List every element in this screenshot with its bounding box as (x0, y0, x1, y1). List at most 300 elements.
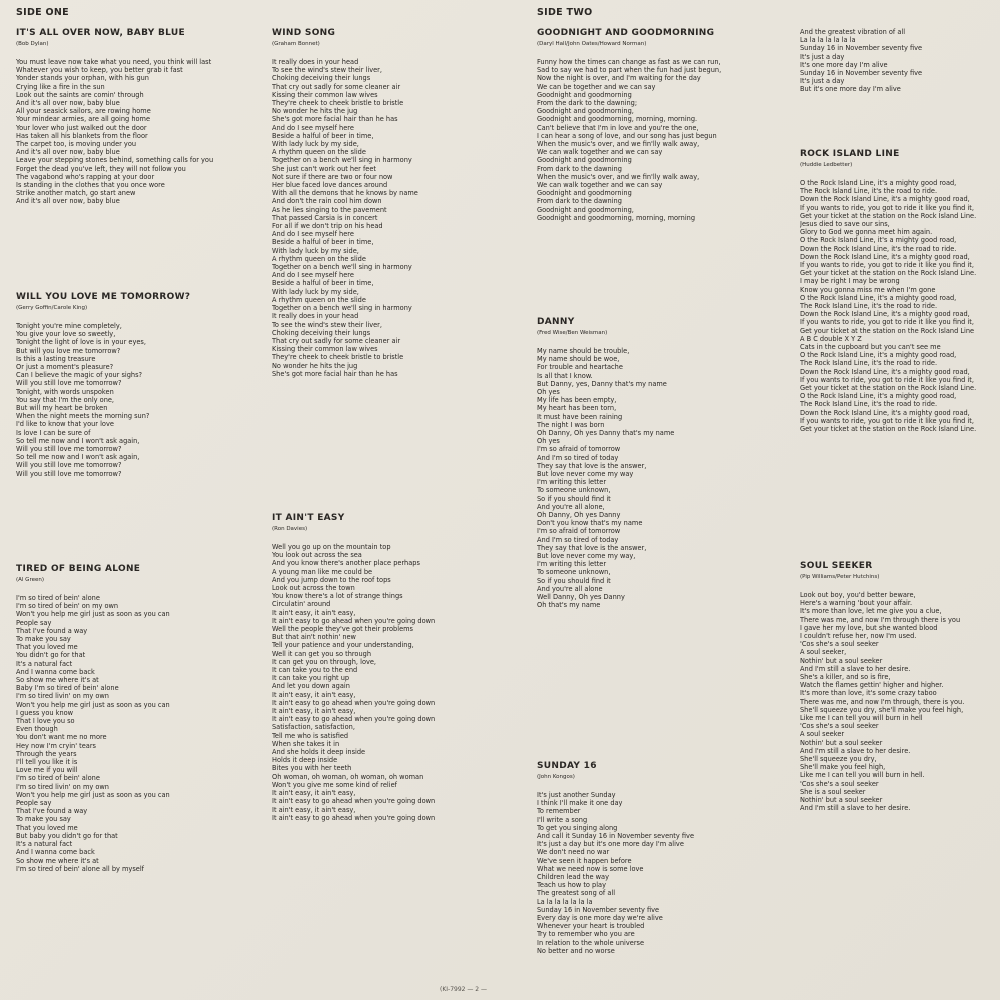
lyric-line: A rhythm queen on the slide (272, 254, 366, 263)
lyric-line: And do I see myself here (272, 271, 354, 280)
song-sunday-16 (537, 761, 769, 955)
lyric-line: Goodnight and goodmorning (537, 189, 632, 198)
lyric-line: You look out across the sea (272, 551, 362, 560)
lyric-line: Sad to say we had to part when the fun had just begun, (537, 66, 722, 75)
lyric-line: But love never come my way, (537, 552, 636, 561)
lyric-line: Is all that I know. (537, 371, 593, 380)
lyric-line: We can walk together and we can say (537, 181, 663, 190)
lyric-line: Together on a bench we'll sing in harmony (272, 304, 412, 313)
lyric-line: It must have been raining (537, 412, 623, 421)
lyric-line: When the music's over, and we fin'lly walk away, (537, 172, 700, 181)
lyric-line: For trouble and heartache (537, 363, 623, 372)
lyric-line: And don't the rain cool him down (272, 197, 382, 206)
lyric-line: Choking deceiving their lungs (272, 74, 371, 83)
lyric-line: Every day is one more day we're alive (537, 914, 663, 923)
lyric-line: Tell your patience and your understanding, (272, 641, 414, 650)
song-credit: (Daryl Hall/John Oates/Howard Norman) (537, 41, 647, 47)
song-soul-seeker (800, 561, 1000, 812)
lyric-line: Crying like a fire in the sun (16, 82, 105, 91)
lyric-line: The greatest song of all (537, 889, 616, 898)
lyric-line: Sunday 16 in November seventy five (800, 69, 923, 78)
lyric-line: They're cheek to cheek bristle to bristle (272, 99, 404, 108)
lyric-line: And she holds it deep inside (272, 748, 366, 757)
lyric-line: A B C double X Y Z (800, 334, 862, 343)
lyric-line: Like me I can tell you will burn in hell (800, 714, 923, 723)
lyric-line: Oh woman, oh woman, oh woman, oh woman (272, 772, 424, 781)
lyric-line: Down the Rock Island Line, it's the road to ride. (800, 244, 957, 253)
lyric-line: Beside a halful of beer in time, (272, 279, 374, 288)
lyric-line: Tonight you're mine completely, (16, 322, 122, 330)
lyric-line: And do I see myself here (272, 230, 354, 239)
lyric-line: It can take you to the end (272, 666, 358, 675)
song-credit: (Ron Davies) (272, 526, 308, 532)
lyric-line: That cry out sadly for some cleaner air (272, 336, 401, 345)
lyric-line: And do I see myself here (272, 123, 354, 132)
lyric-line: It ain't easy to go ahead when you're going down (272, 616, 436, 625)
lyric-line: From dark to the dawning (537, 164, 622, 173)
lyric-line: Nothin' but a soul seeker (800, 738, 883, 747)
lyric-line: Down the Rock Island Line, it's a mighty good road, (800, 195, 970, 204)
lyric-line: That passed Carsia is in concert (272, 213, 378, 222)
lyric-line: Oh yes (537, 388, 560, 397)
lyric-line: To see the wind's stew their liver, (272, 320, 382, 329)
lyric-line: Teach us how to play (537, 881, 606, 890)
lyric-line: 'Cos she's a soul seeker (800, 722, 879, 731)
lyric-line: When the music's over, and we fin'lly walk away, (537, 140, 700, 149)
lyric-line: Will you still love me tomorrow? (16, 461, 122, 470)
lyric-line: O the Rock Island Line, it's a mighty good road, (800, 179, 957, 187)
lyric-line: Jesus died to save our sins, (800, 220, 890, 229)
lyric-line: It's one more day I'm alive (800, 60, 888, 69)
lyric-line: My name should be woe, (537, 355, 620, 364)
lyric-line: If you wants to ride, you got to ride it like you find it, (800, 261, 974, 270)
song-title: IT'S ALL OVER NOW, BABY BLUE (16, 28, 185, 38)
lyric-line: I guess you know (16, 708, 74, 717)
lyric-line: We can be together and we can say (537, 82, 656, 91)
lyric-line: Your lover who just walked out the door (16, 123, 147, 132)
song-credit: (Graham Bonnet) (272, 41, 320, 47)
lyric-line: But it's one more day I'm alive (800, 85, 901, 94)
lyric-line: I'm writing this letter (537, 478, 607, 487)
lyric-line: She's a killer, and so is fire, (800, 673, 891, 682)
lyric-line: The vagabond who's rapping at your door (16, 172, 155, 181)
lyric-line: Nothin' but a soul seeker (800, 796, 883, 805)
lyric-line: Whenever your heart is troubled (537, 922, 645, 931)
lyrics (272, 543, 504, 822)
lyric-line: And you jump down to the roof tops (272, 575, 391, 584)
lyric-line: Holds it deep inside (272, 756, 338, 765)
lyric-line: And I wanna come back (16, 848, 95, 857)
lyric-line: Love me if you will (16, 766, 78, 775)
lyric-line: Well Danny, Oh yes Danny (537, 593, 625, 602)
lyric-line: Goodnight and goodmorning (537, 90, 632, 99)
lyric-line: With lady luck by my side, (272, 140, 359, 149)
lyric-line: Strike another match, go start anew (16, 189, 136, 198)
song-credit: (John Kongos) (537, 774, 575, 780)
lyric-line: I'm so tired of bein' alone (16, 774, 100, 783)
lyric-line: I'm so tired of bein' alone all by myself (16, 864, 144, 873)
lyric-line: Can I believe the magic of your sighs? (16, 371, 143, 380)
lyric-line: So show me where it's at (16, 676, 99, 685)
lyric-line: Your mindear armies, are all going home (16, 115, 151, 124)
song-will-you-love-me-tomorrow (16, 292, 248, 478)
lyric-line: So if you should find it (537, 494, 611, 503)
lyric-line: La la la la la la la (800, 36, 856, 45)
lyric-line: From dark to the dawning (537, 197, 622, 206)
lyric-line: But baby you didn't go for that (16, 831, 118, 840)
lyrics (800, 591, 1000, 812)
lyric-line: It's more than love, let me give you a clue, (800, 607, 942, 616)
lyric-line: And call it Sunday 16 in November seventy five (537, 832, 694, 841)
lyric-line: It really does in your head (272, 58, 359, 66)
lyric-line: It's more than love, it's some crazy taboo (800, 689, 937, 698)
lyric-line: Tonight, with words unspoken (16, 387, 114, 396)
lyric-line: If you wants to ride, you got to ride it like you find it, (800, 318, 974, 327)
lyric-line: So tell me now and I won't ask again, (16, 453, 140, 462)
lyric-line: It ain't easy to go ahead when you're going down (272, 797, 436, 806)
lyric-line: And let you down again (272, 682, 350, 691)
lyric-line: All your seasick sailors, are rowing home (16, 107, 151, 116)
lyric-line: Sunday 16 in November seventy five (800, 44, 923, 53)
lyric-line: And you're all alone, (537, 502, 605, 511)
lyric-line: It ain't easy to go ahead when you're going down (272, 813, 436, 822)
lyric-line: You know there's a lot of strange things (272, 592, 403, 601)
lyric-line: No better and no worse (537, 946, 615, 955)
lyric-line: Leave your stepping stones behind, something calls for you (16, 156, 214, 165)
lyric-line: It ain't easy to go ahead when you're going down (272, 698, 436, 707)
lyric-line: Goodnight and goodmorning, (537, 205, 634, 214)
lyric-line: What we need now is some love (537, 864, 644, 873)
lyric-line: Oh Danny, Oh yes Danny (537, 511, 621, 520)
song-danny (537, 317, 769, 610)
lyric-line: I'm so tired livin' on my own (16, 692, 109, 701)
song-credit: (Fred Wise/Ben Weisman) (537, 330, 608, 336)
song-title: DANNY (537, 317, 575, 327)
lyric-line: Goodnight and goodmorning, (537, 107, 634, 116)
lyric-line: Even though (16, 725, 58, 734)
side-one-label: SIDE ONE (16, 7, 69, 18)
lyric-line: Now the night is over, and I'm waiting for the day (537, 74, 701, 83)
lyric-line: To see the wind's stew their liver, (272, 66, 382, 75)
lyric-line: Well it can get you so through (272, 649, 372, 658)
song-credit: (Gerry Goffin/Carole King) (16, 305, 88, 311)
lyric-line: I couldn't refuse her, now I'm used. (800, 632, 917, 641)
lyric-line: People say (16, 618, 52, 627)
lyric-line: I'll write a song (537, 815, 588, 824)
lyric-line: And I wanna come back (16, 667, 95, 676)
lyric-line: So show me where it's at (16, 856, 99, 865)
lyric-line: Will you still love me tomorrow? (16, 379, 122, 388)
lyric-line: And I'm so tired of today (537, 535, 619, 544)
lyric-line: And I'm still a slave to her desire. (800, 746, 911, 755)
song-title: SOUL SEEKER (800, 561, 873, 571)
lyric-line: Kissing their common law wives (272, 345, 378, 354)
lyric-line: That I've found a way (16, 807, 88, 816)
lyric-line: 'Cos she's a soul seeker (800, 779, 879, 788)
lyric-line: To get you singing along (537, 823, 618, 832)
lyric-line: I gave her my love, but she wanted blood (800, 623, 938, 632)
lyric-line: Cats in the cupboard but you can't see me (800, 343, 941, 352)
side-two-label: SIDE TWO (537, 7, 593, 18)
lyric-line: Is love I can be sure of (16, 428, 91, 437)
lyric-line: My name should be trouble, (537, 347, 630, 355)
lyric-line: She's got more facial hair than he has (272, 369, 398, 378)
lyric-line: And you're all alone (537, 584, 603, 593)
lyric-line: My life has been empty, (537, 396, 617, 405)
lyric-line: She'll make you feel high, (800, 763, 886, 772)
lyric-line: Won't you help me girl just as soon as you can (16, 790, 170, 799)
lyric-line: Whatever you wish to keep, you better grab it fast (16, 66, 183, 75)
lyric-line: With lady luck by my side, (272, 246, 359, 255)
lyrics (537, 791, 769, 955)
lyric-line: I'm writing this letter (537, 560, 607, 569)
lyric-line: Baby I'm so tired of bein' alone (16, 684, 119, 693)
lyric-line: To someone unknown, (537, 568, 611, 577)
lyric-line: A young man like me could be (272, 567, 373, 576)
catalog-footer: (KI-7992 — 2 — (440, 986, 488, 993)
song-credit: (Pip Williams/Peter Hutchins) (800, 574, 880, 580)
lyric-line: 'Cos she's a soul seeker (800, 640, 879, 649)
lyric-line: And the greatest vibration of all (800, 28, 906, 36)
lyric-line: Get your ticket at the station on the Rock Island Line. (800, 384, 977, 393)
lyric-line: Well the people they've got their problems (272, 625, 413, 634)
lyric-line: It's just a day but it's one more day I'm alive (537, 840, 684, 849)
lyric-line: With all the demons that he knows by name (272, 189, 418, 198)
lyric-line: Watch the flames gettin' higher and higher. (800, 681, 944, 690)
lyric-line: Look out boy, you'd better beware, (800, 591, 916, 599)
lyric-line: Can't believe that I'm in love and you're the one, (537, 123, 699, 132)
lyric-line: Together on a bench we'll sing in harmony (272, 263, 412, 272)
lyric-line: Down the Rock Island Line, it's a mighty good road, (800, 408, 970, 417)
lyric-line: Choking deceiving their lungs (272, 328, 371, 337)
lyric-line: And you know there's another place perhaps (272, 559, 420, 568)
lyric-line: A rhythm queen on the slide (272, 148, 366, 157)
lyric-line: And it's all over now, baby blue (16, 197, 120, 206)
lyric-line: La la la la la la la (537, 897, 593, 906)
lyric-line: Look out across the town (272, 584, 355, 593)
lyrics (800, 28, 1000, 94)
lyric-line: Together on a bench we'll sing in harmony (272, 156, 412, 165)
lyric-line: And I'm still a slave to her desire. (800, 664, 911, 673)
lyric-line: Tell me who is satisfied (272, 731, 349, 740)
lyric-line: You give your love so sweetly, (16, 330, 116, 339)
lyric-line: Satisfaction, satisfaction, (272, 723, 355, 732)
lyric-line: Down the Rock Island Line, it's a mighty good road, (800, 310, 970, 319)
lyric-line: People say (16, 799, 52, 808)
lyrics (16, 322, 248, 478)
lyric-line: If you wants to ride, you got to ride it like you find it, (800, 203, 974, 212)
lyric-line: To make you say (16, 815, 71, 824)
lyric-line: It's a natural fact (16, 840, 73, 849)
lyric-line: Won't you help me girl just as soon as you can (16, 700, 170, 709)
lyric-line: O the Rock Island Line, it's a mighty good road, (800, 351, 957, 360)
lyric-line: That I've found a way (16, 626, 88, 635)
lyric-line: Will you still love me tomorrow? (16, 469, 122, 478)
lyric-line: Her blue faced love dances around (272, 181, 388, 190)
lyric-line: Oh Danny, Oh yes Danny that's my name (537, 429, 675, 438)
song-title: ROCK ISLAND LINE (800, 149, 900, 159)
lyric-line: O the Rock Island Line, it's a mighty good road, (800, 236, 957, 245)
lyric-line: She just can't work out her feet (272, 164, 376, 173)
lyric-line: O the Rock Island Line, it's a mighty good road, (800, 392, 957, 401)
lyric-line: We've seen it happen before (537, 856, 632, 865)
lyric-line: You don't want me no more (16, 733, 107, 742)
lyric-line: It's just a day (800, 77, 845, 86)
lyric-line: Oh that's my name (537, 601, 601, 610)
lyric-line: I'm so tired of bein' on my own (16, 602, 119, 611)
lyric-line: Beside a halful of beer in time, (272, 238, 374, 247)
lyric-line: They're cheek to cheek bristle to bristle (272, 353, 404, 362)
lyric-line: I'm so afraid of tomorrow (537, 527, 621, 536)
lyric-line: Get your ticket at the station on the Rock Island Line. (800, 425, 977, 434)
lyric-line: Funny how the times can change as fast as we can run, (537, 58, 721, 66)
lyric-line: That cry out sadly for some cleaner air (272, 82, 401, 91)
lyric-line: The Rock Island Line, it's the road to ride. (800, 400, 938, 409)
lyric-line: O the Rock Island Line, it's a mighty good road, (800, 293, 957, 302)
lyric-line: It can take you right up (272, 674, 350, 683)
lyric-line: But Danny, yes, Danny that's my name (537, 379, 667, 388)
lyric-line: When the night meets the morning sun? (16, 412, 150, 421)
lyric-line: But will you love me tomorrow? (16, 346, 121, 355)
lyric-line: In relation to the whole universe (537, 938, 645, 947)
lyric-line: She's got more facial hair than he has (272, 115, 398, 124)
lyric-line: And I'm still a slave to her desire. (800, 804, 911, 813)
lyric-line: Sunday 16 in November seventy five (537, 905, 660, 914)
lyric-line: Hey now I'm cryin' tears (16, 741, 96, 750)
song-credit: (Huddie Ledbetter) (800, 162, 853, 168)
lyric-line: She is a soul seeker (800, 787, 866, 796)
lyric-line: It ain't easy, it ain't easy, (272, 690, 356, 699)
lyric-line: Look out the saints are comin' through (16, 90, 144, 99)
lyric-line: For all if we don't trip on his head (272, 222, 383, 231)
lyric-line: Well you go up on the mountain top (272, 543, 391, 551)
lyric-line: And it's all over now, baby blue (16, 148, 120, 157)
song-goodnight-and-goodmorning (537, 28, 769, 222)
lyric-line: Children lead the way (537, 873, 609, 882)
lyric-line: I think I'll make it one day (537, 799, 623, 808)
lyric-line: But that ain't nothin' new (272, 633, 356, 642)
song-credit: (Bob Dylan) (16, 41, 49, 47)
lyric-line: With lady luck by my side, (272, 287, 359, 296)
lyric-line: There was me, and now I'm through there is you (800, 615, 961, 624)
lyric-line: It ain't easy, it ain't easy, (272, 805, 356, 814)
lyric-line: Will you still love me tomorrow? (16, 445, 122, 454)
lyric-line: I can hear a song of love, and our song has just begun (537, 131, 717, 140)
lyric-line: It can get you on through, love, (272, 657, 377, 666)
lyric-line: Has taken all his blankets from the floor (16, 131, 148, 140)
lyric-line: I'll tell you like it is (16, 758, 78, 767)
song-wind-song (272, 28, 504, 378)
lyric-line: Is this a lasting treasure (16, 354, 96, 363)
lyric-line: When she takes it in (272, 739, 340, 748)
song-title: WILL YOU LOVE ME TOMORROW? (16, 292, 191, 302)
lyric-line: That you loved me (16, 643, 78, 652)
lyric-line: The night I was born (537, 420, 605, 429)
lyric-line: It really does in your head (272, 312, 359, 321)
song-title: WIND SONG (272, 28, 336, 38)
lyric-line: As he lies singing to the pavement (272, 205, 387, 214)
lyric-line: Bites you with her teeth (272, 764, 352, 773)
song-tired-of-being-alone (16, 564, 248, 873)
song-rock-island-line (800, 149, 1000, 433)
song-title: GOODNIGHT AND GOODMORNING (537, 28, 715, 38)
lyric-line: No wonder he hits the jug (272, 107, 358, 116)
lyrics (16, 594, 248, 873)
lyric-line: To make you say (16, 635, 71, 644)
lyric-line: You didn't go for that (16, 651, 86, 660)
lyric-line: Oh yes (537, 437, 560, 446)
lyric-line: Circulatin' around (272, 600, 331, 609)
lyric-line: The carpet too, is moving under you (16, 140, 137, 149)
lyric-line: But will my heart be broken (16, 404, 108, 413)
lyric-line: I'm so tired livin' on my own (16, 782, 109, 791)
lyric-line: Goodnight and goodmorning, morning, morning. (537, 115, 698, 124)
lyric-line: No wonder he hits the jug (272, 361, 358, 370)
lyric-line: You must leave now take what you need, you think will last (16, 58, 212, 66)
lyric-line: They say that love is the answer, (537, 461, 647, 470)
lyric-line: Down the Rock Island Line, it's a mighty good road, (800, 367, 970, 376)
lyric-line: And it's all over now, baby blue (16, 99, 120, 108)
lyric-line: Don't you know that's my name (537, 519, 643, 528)
lyric-line: Not sure if there are two or four now (272, 172, 393, 181)
lyric-line: Try to remember who you are (537, 930, 635, 939)
lyric-line: If you wants to ride, you got to ride it like you find it, (800, 416, 974, 425)
lyric-line: It's a natural fact (16, 659, 73, 668)
lyric-line: And I'm so tired of today (537, 453, 619, 462)
lyric-line: To someone unknown, (537, 486, 611, 495)
lyric-line: Goodnight and goodmorning, morning, morning (537, 213, 696, 222)
lyric-line: That you loved me (16, 823, 78, 832)
lyric-line: Won't you help me girl just as soon as you can (16, 610, 170, 619)
lyric-line: It ain't easy, it ain't easy, (272, 707, 356, 716)
song-credit: (Al Green) (16, 577, 44, 583)
lyric-line: So if you should find it (537, 576, 611, 585)
lyric-line: Is standing in the clothes that you once wore (16, 181, 165, 190)
lyric-line: I'm so afraid of tomorrow (537, 445, 621, 454)
lyric-line: From the dark to the dawning; (537, 99, 638, 108)
lyric-line: Goodnight and goodmorning (537, 156, 632, 165)
lyrics (800, 179, 1000, 433)
song-sunday-16-continued (800, 28, 1000, 94)
lyric-line: Nothin' but a soul seeker (800, 656, 883, 665)
lyric-line: It ain't easy to go ahead when you're going down (272, 715, 436, 724)
lyric-line: Get your ticket at the station on the Rock Island Line (800, 326, 975, 335)
lyric-line: That I love you so (16, 717, 75, 726)
song-its-all-over-now-baby-blue (16, 28, 248, 206)
lyric-line: I'd like to know that your love (16, 420, 114, 429)
lyric-line: Won't you give me some kind of relief (272, 780, 397, 789)
lyric-line: Like me I can tell you will burn in hell. (800, 771, 925, 780)
lyric-line: A rhythm queen on the slide (272, 295, 366, 304)
song-title: IT AIN'T EASY (272, 513, 345, 523)
lyric-line: Know you gonna miss me when I'm gone (800, 285, 936, 294)
lyric-line: There was me, and now I'm through, there is you. (800, 697, 965, 706)
lyric-line: If you wants to ride, you got to ride it like you find it, (800, 375, 974, 384)
lyrics (272, 58, 504, 378)
lyric-line: Here's a warning 'bout your affair. (800, 599, 913, 608)
lyrics (537, 347, 769, 610)
lyric-line: It ain't easy, it ain't easy, (272, 608, 356, 617)
lyric-line: But love never come my way (537, 470, 634, 479)
lyric-line: A soul seeker (800, 730, 845, 739)
lyric-line: Forget the dead you've left, they will not follow you (16, 164, 186, 173)
lyric-line: It's just another Sunday (537, 791, 616, 799)
lyric-line: She'll squeeze you dry, she'll make you feel high, (800, 705, 964, 714)
lyric-line: They say that love is the answer, (537, 543, 647, 552)
lyric-line: Yonder stands your orphan, with his gun (16, 74, 149, 83)
lyric-line: Get your ticket at the station on the Rock Island Line. (800, 269, 977, 278)
lyric-line: Glory to God we gonna meet him again. (800, 228, 933, 237)
